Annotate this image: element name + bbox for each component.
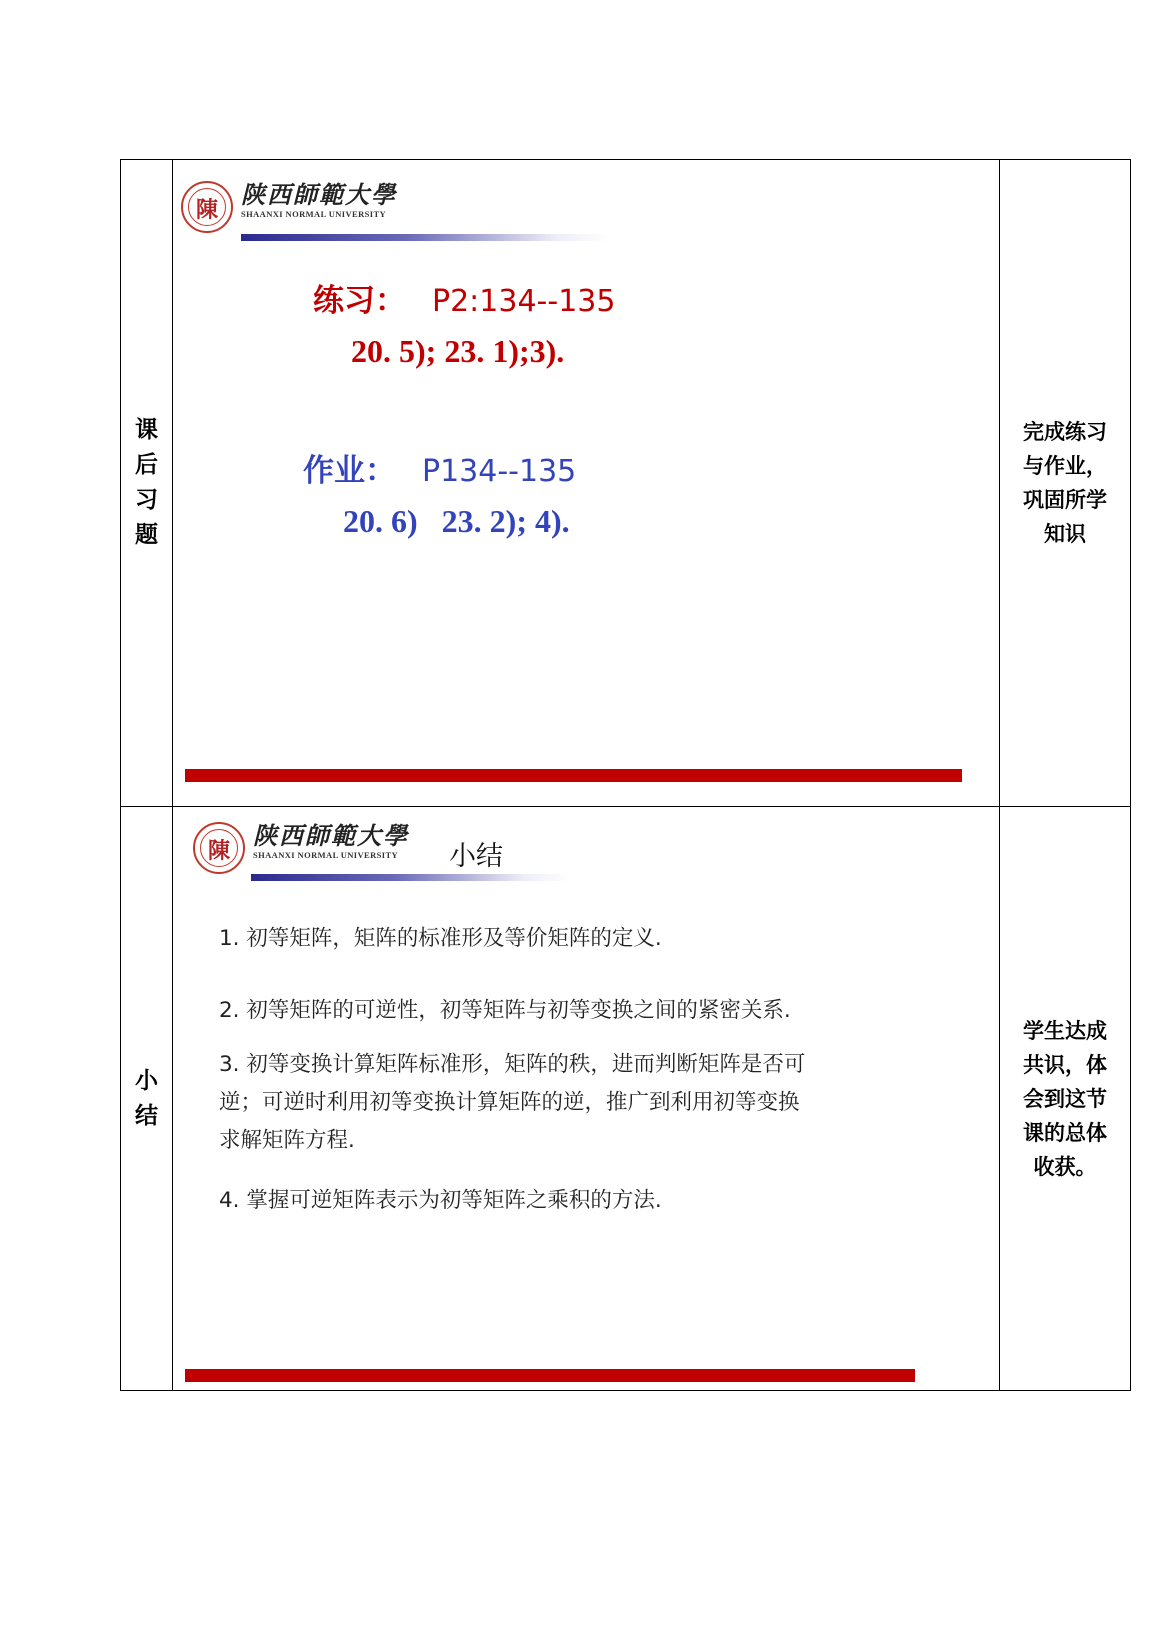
note-line: 巩固所学: [1023, 488, 1107, 512]
slide-exercises: [173, 161, 999, 806]
label-char: 课: [135, 417, 158, 443]
list-item: 1. 初等矩阵，矩阵的标准形及等价矩阵的定义.: [219, 925, 662, 951]
university-logo: [181, 181, 397, 233]
label-char: 结: [135, 1102, 158, 1129]
row-label-summary: [121, 807, 173, 1391]
slide-cell-summary: [173, 807, 1000, 1391]
logo-underline: [251, 874, 571, 881]
university-name-cn: 陕西師範大學: [241, 179, 397, 209]
note-line: 知识: [1044, 522, 1086, 546]
table-row-exercises: [121, 160, 1131, 807]
label-char: 习: [135, 487, 158, 513]
note-line: 共识，体: [1023, 1052, 1107, 1077]
note-line: 与作业，: [1023, 454, 1107, 478]
university-name-en: SHAANXI NORMAL UNIVERSITY: [253, 849, 399, 860]
exercise-label: 练习：: [313, 282, 406, 319]
note-line: 会到这节: [1023, 1086, 1107, 1111]
homework-items: 20. 6) 23. 2); 4).: [343, 502, 570, 539]
slide-summary: [173, 808, 999, 1390]
note-cell-summary: [1000, 807, 1131, 1391]
university-name-en: SHAANXI NORMAL UNIVERSITY: [241, 208, 387, 219]
university-name-cn: 陕西師範大學: [253, 820, 409, 850]
note-line: 学生达成: [1023, 1018, 1107, 1043]
slide-footer-bar: [185, 769, 962, 782]
university-seal-icon: 陳: [181, 181, 233, 233]
slide-cell-exercises: [173, 160, 1000, 807]
logo-underline: [241, 234, 611, 241]
homework-ref: P134--135: [422, 453, 577, 489]
exercise-heading: [313, 275, 615, 320]
exercise-items: 20. 5); 23. 1);3).: [351, 332, 565, 369]
table-row-summary: [121, 807, 1131, 1391]
row-label-exercises: [121, 160, 173, 807]
summary-heading: 小结: [449, 840, 503, 872]
summary-list: [219, 920, 819, 1220]
note-line: 完成练习: [1023, 420, 1107, 444]
label-char: 题: [135, 522, 158, 548]
note-line: 收获。: [1033, 1154, 1097, 1179]
lesson-table: [120, 159, 1131, 1391]
list-item: 4. 掌握可逆矩阵表示为初等矩阵之乘积的方法.: [219, 1187, 662, 1213]
homework-heading: [303, 445, 576, 490]
exercise-ref: P2:134--135: [432, 283, 616, 319]
label-char: 小: [135, 1067, 158, 1094]
note-cell-exercises: [1000, 160, 1131, 807]
label-char: 后: [135, 452, 158, 478]
slide-footer-bar: [185, 1369, 915, 1382]
list-item: 3. 初等变换计算矩阵标准形，矩阵的秩，进而判断矩阵是否可逆；可逆时利用初等变换计算矩阵的逆，推广到利用初等变换求解矩阵方程.: [219, 1051, 806, 1153]
note-line: 课的总体: [1023, 1120, 1107, 1145]
list-item: 2. 初等矩阵的可逆性，初等矩阵与初等变换之间的紧密关系.: [219, 997, 791, 1023]
university-seal-icon: 陳: [193, 822, 245, 874]
university-logo: [193, 822, 409, 874]
homework-label: 作业：: [303, 452, 396, 489]
